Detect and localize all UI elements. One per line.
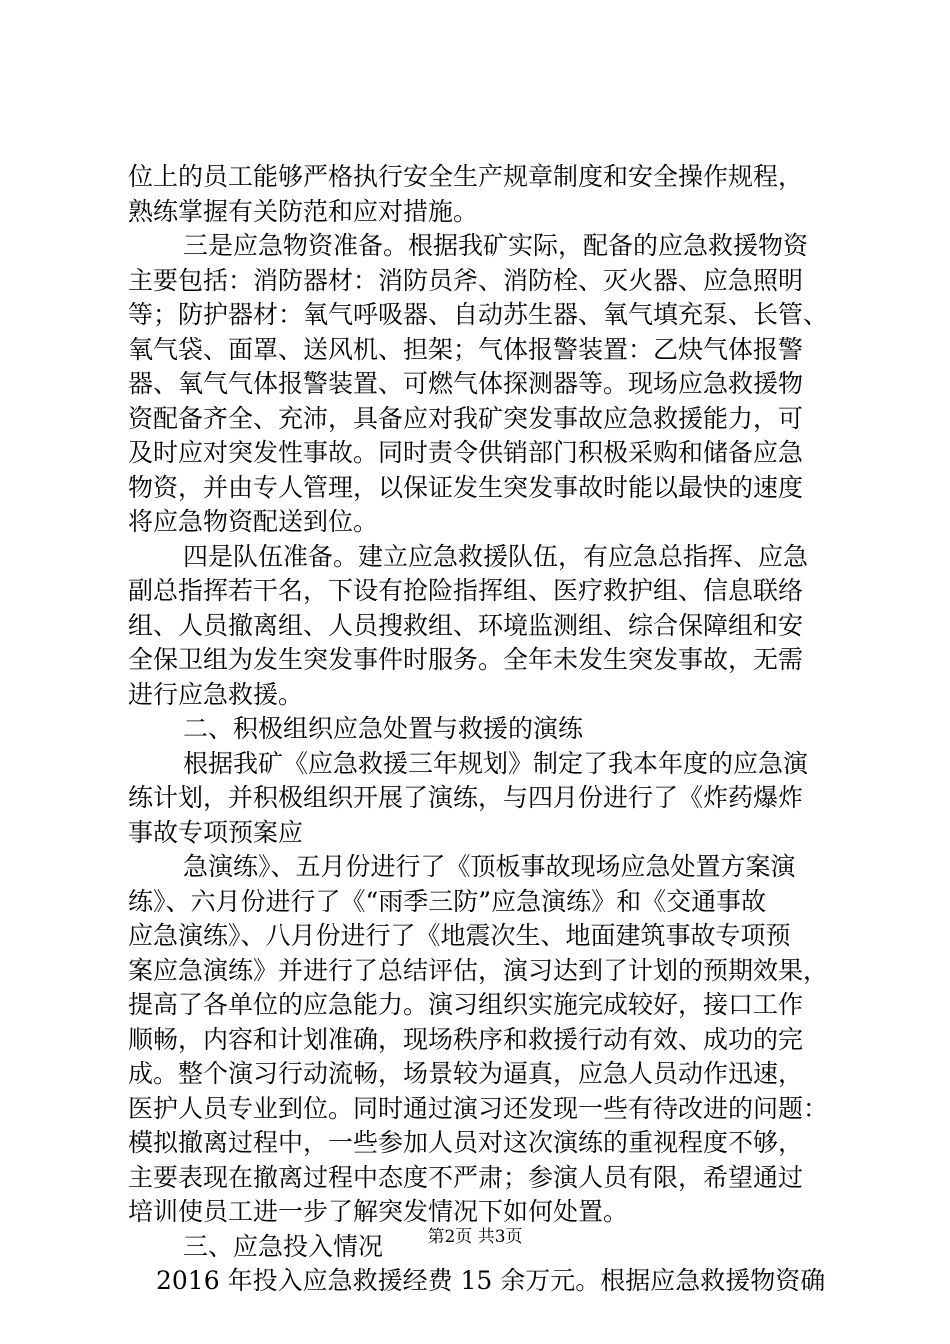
text-line: 主要包括：消防器材：消防员斧、消防栓、灭火器、应急照明 bbox=[128, 265, 804, 295]
text-line: 组、人员撤离组、人员搜救组、环境监测组、综合保障组和安 bbox=[128, 610, 804, 640]
page-footer: 第2页 共3页 bbox=[427, 1227, 523, 1247]
text-line: 氧气袋、面罩、送风机、担架；气体报警装置：乙炔气体报警 bbox=[128, 334, 804, 364]
paragraph-start-line: 四是队伍准备。建立应急救援队伍，有应急总指挥、应急 bbox=[183, 541, 809, 571]
text-line: 副总指挥若干名，下设有抢险指挥组、医疗救护组、信息联络 bbox=[128, 576, 804, 605]
paragraph-start-line: 根据我矿《应急救援三年规划》制定了我本年度的应急演 bbox=[183, 748, 809, 778]
text-line: 全保卫组为发生突发事件时服务。全年未发生突发事故，无需 bbox=[128, 645, 804, 674]
text-line: 物资，并由专人管理，以保证发生突发事故时能以最快的速度 bbox=[128, 472, 804, 502]
text-line: 应急演练》、八月份进行了《地震次生、地面建筑事故专项预 bbox=[128, 921, 791, 950]
text-line: 模拟撤离过程中，一些参加人员对这次演练的重视程度不够， bbox=[128, 1128, 804, 1157]
section-heading: 三、应急投入情况 bbox=[183, 1231, 384, 1261]
paragraph-start-line: 三是应急物资准备。根据我矿实际，配备的应急救援物资 bbox=[183, 231, 809, 260]
text-line: 顺畅，内容和计划准确，现场秩序和救援行动有效、成功的完 bbox=[128, 1024, 804, 1054]
text-line: 等；防护器材：氧气呼吸器、自动苏生器、氧气填充泵、长管、 bbox=[128, 300, 829, 329]
section-heading: 二、积极组织应急处置与救援的演练 bbox=[183, 714, 584, 743]
text-line: 及时应对突发性事故。同时责令供销部门积极采购和储备应急 bbox=[128, 438, 804, 467]
text-line: 资配备齐全、充沛，具备应对我矿突发事故应急救援能力，可 bbox=[128, 403, 804, 433]
text-line: 练计划，并积极组织开展了演练，与四月份进行了《炸药爆炸 bbox=[128, 783, 804, 812]
text-line: 事故专项预案应 bbox=[128, 817, 304, 847]
text-line: 案应急演练》并进行了总结评估，演习达到了计划的预期效果， bbox=[128, 955, 829, 985]
text-line: 位上的员工能够严格执行安全生产规章制度和安全操作规程， bbox=[128, 162, 804, 191]
paragraph-start-line: 2016 年投入应急救援经费 15 余万元。根据应急救援物资确 bbox=[156, 1266, 826, 1295]
text-line: 医护人员专业到位。同时通过演习还发现一些有待改进的问题： bbox=[128, 1093, 829, 1123]
text-line: 培训使员工进一步了解突发情况下如何处置。 bbox=[128, 1197, 629, 1226]
text-line: 进行应急救援。 bbox=[128, 679, 304, 709]
text-line: 器、氧气气体报警装置、可燃气体探测器等。现场应急救援物 bbox=[128, 369, 804, 398]
document-body bbox=[128, 160, 838, 1299]
text-line: 提高了各单位的应急能力。演习组织实施完成较好，接口工作 bbox=[128, 990, 804, 1019]
text-line: 熟练掌握有关防范和应对措施。 bbox=[128, 196, 479, 226]
paragraph-start-line: 急演练》、五月份进行了《顶板事故现场应急处置方案演 bbox=[183, 852, 796, 881]
text-line: 将应急物资配送到位。 bbox=[128, 507, 379, 536]
text-line: 主要表现在撤离过程中态度不严肃；参演人员有限，希望通过 bbox=[128, 1162, 804, 1192]
text-line: 成。整个演习行动流畅，场景较为逼真，应急人员动作迅速， bbox=[128, 1059, 804, 1088]
text-line: 练》、六月份进行了《“雨季三防”应急演练》和《交通事故 bbox=[128, 886, 767, 916]
